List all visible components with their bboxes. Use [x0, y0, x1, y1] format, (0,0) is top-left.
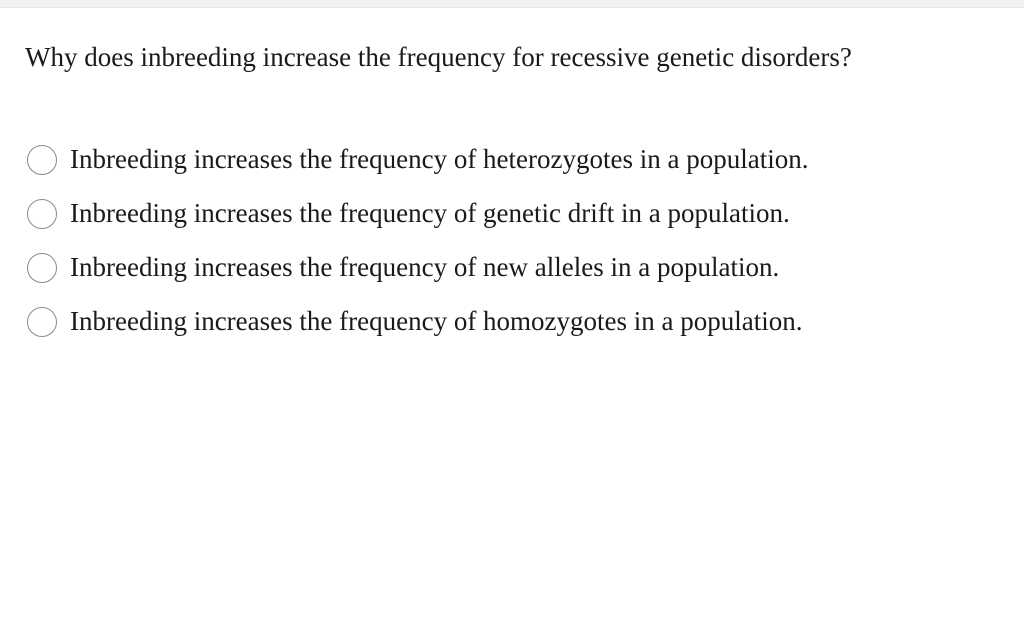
radio-button-icon[interactable]	[27, 307, 57, 337]
radio-button-icon[interactable]	[27, 253, 57, 283]
answer-option-4[interactable]	[27, 295, 808, 349]
answer-option-label[interactable]: Inbreeding increases the frequency of homozygotes in a population.	[70, 306, 803, 336]
answer-option-2[interactable]	[27, 187, 808, 241]
radio-button-icon[interactable]	[27, 145, 57, 175]
answer-option-label[interactable]: Inbreeding increases the frequency of new alleles in a population.	[70, 252, 780, 282]
top-strip	[0, 0, 1024, 8]
answer-options	[27, 133, 808, 349]
question-text: Why does inbreeding increase the frequency for recessive genetic disorders?	[25, 42, 852, 72]
answer-option-3[interactable]	[27, 241, 808, 295]
answer-option-1[interactable]	[27, 133, 808, 187]
radio-button-icon[interactable]	[27, 199, 57, 229]
answer-option-label[interactable]: Inbreeding increases the frequency of genetic drift in a population.	[70, 198, 790, 228]
answer-option-label[interactable]: Inbreeding increases the frequency of heterozygotes in a population.	[70, 144, 809, 174]
